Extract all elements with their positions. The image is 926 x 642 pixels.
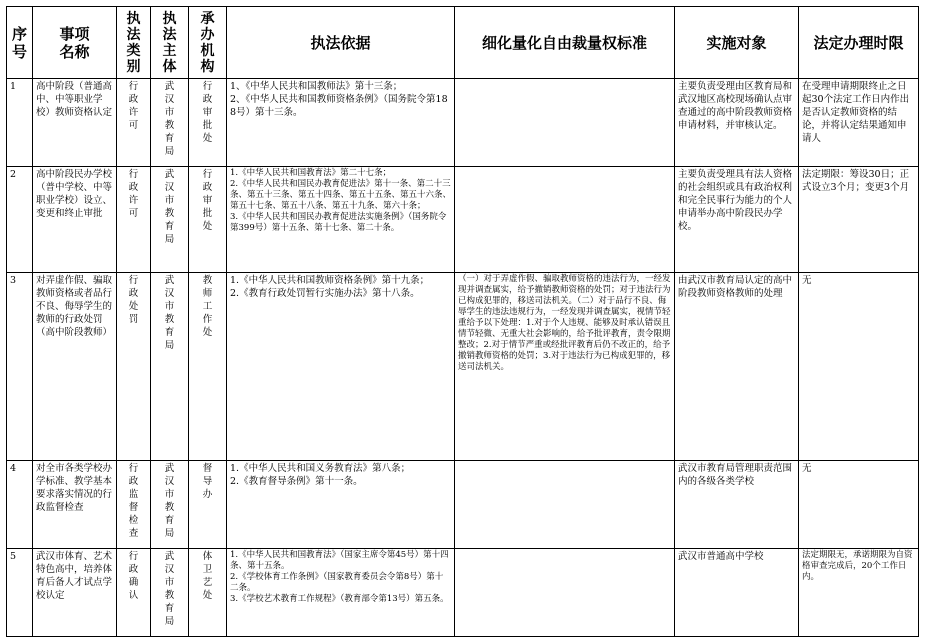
cell-target: 武汉市普通高中学校 — [675, 549, 799, 637]
cell-target: 主要负责受理具有法人资格的社会组织或具有政治权利和完全民事行为能力的个人申请举办高中阶段民办学校。 — [675, 167, 799, 273]
cell-category: 行政处罚 — [117, 273, 151, 461]
table-row — [7, 549, 919, 637]
cell-discretion — [455, 549, 675, 637]
cell-subject: 武汉市教育局 — [151, 167, 189, 273]
table-row — [7, 273, 919, 461]
header-seq: 序号 — [7, 7, 33, 79]
cell-basis: 1.《中华人民共和国教育法》（国家主席令第45号）第十四条、第十五条。 2.《学校体育工作条例》（国家教育委员会令第8号）第十二条。 3.《学校艺术教育工作规程》（教育部令第13号）第五条。 — [227, 549, 455, 637]
cell-deadline: 法定期限：筹设30日；正式设立3个月；变更3个月 — [799, 167, 919, 273]
cell-seq: 2 — [7, 167, 33, 273]
cell-seq: 4 — [7, 461, 33, 549]
cell-item: 对全市各类学校办学标准、教学基本要求落实情况的行政监督检查 — [33, 461, 117, 549]
cell-discretion: （一）对于弄虚作假、骗取教师资格的违法行为，一经发现并调查属实，给予撤销教师资格的处罚；对于违法行为已构成犯罪的，移送司法机关。（二）对于品行不良、侮辱学生的违法违规行为，一经发现并调查属实，视情节轻重给予以下处理：1.对于个人违规、能够及时承认错误且情节轻微、无重大社会影响的，给予批评教育，责令限期整改；2.对于情节严重或经批评教育后仍不改正的，给予撤销教师资格的处罚；3.对于违法行为已构成犯罪的，移送司法机关。 — [455, 273, 675, 461]
cell-seq: 1 — [7, 79, 33, 167]
header-item: 事项名称 — [33, 7, 117, 79]
header-deadline: 法定办理时限 — [799, 7, 919, 79]
cell-dept: 督导办 — [189, 461, 227, 549]
cell-basis: 1.《中华人民共和国教育法》第二十七条； 2.《中华人民共和国民办教育促进法》第十一条、第二十三条、第五十三条、第五十四条、第五十五条、第五十六条、第五十七条、第五十八条、第五十九条、第六十条； 3.《中华人民共和国民办教育促进法实施条例》（国务院令第399号）第十五条、第十七条、第二十条。 — [227, 167, 455, 273]
cell-item: 高中阶段（普通高中、中等职业学校）教师资格认定 — [33, 79, 117, 167]
header-discretion: 细化量化自由裁量权标准 — [455, 7, 675, 79]
enforcement-table — [6, 6, 919, 637]
cell-item: 高中阶段民办学校（普中学校、中等职业学校）设立、变更和终止审批 — [33, 167, 117, 273]
cell-basis: 1、《中华人民共和国教师法》第十三条； 2、《中华人民共和国教师资格条例》（国务院令第188号）第十三条。 — [227, 79, 455, 167]
cell-seq: 5 — [7, 549, 33, 637]
cell-category: 行政许可 — [117, 79, 151, 167]
cell-dept: 行政审批处 — [189, 79, 227, 167]
cell-item: 对弄虚作假、骗取教师资格或者品行不良、侮辱学生的教师的行政处罚（高中阶段教师） — [33, 273, 117, 461]
cell-discretion — [455, 167, 675, 273]
cell-deadline: 无 — [799, 461, 919, 549]
table-row — [7, 461, 919, 549]
table-row — [7, 167, 919, 273]
cell-discretion — [455, 79, 675, 167]
header-basis: 执法依据 — [227, 7, 455, 79]
cell-basis: 1.《中华人民共和国教师资格条例》第十九条； 2.《教育行政处罚暂行实施办法》第十八条。 — [227, 273, 455, 461]
cell-target: 主要负责受理由区教育局和武汉地区高校现场确认点审查通过的高中阶段教师资格申请材料，并审核认定。 — [675, 79, 799, 167]
cell-dept: 行政审批处 — [189, 167, 227, 273]
cell-subject: 武汉市教育局 — [151, 273, 189, 461]
cell-target: 由武汉市教育局认定的高中阶段教师资格教师的处理 — [675, 273, 799, 461]
cell-deadline: 法定期限无，承诺期限为自资格审查完成后，20个工作日内。 — [799, 549, 919, 637]
cell-target: 武汉市教育局管理职责范围内的各级各类学校 — [675, 461, 799, 549]
cell-subject: 武汉市教育局 — [151, 461, 189, 549]
cell-category: 行政确认 — [117, 549, 151, 637]
header-dept: 承办机构 — [189, 7, 227, 79]
cell-category: 行政许可 — [117, 167, 151, 273]
header-row — [7, 7, 919, 79]
cell-dept: 教师工作处 — [189, 273, 227, 461]
cell-seq: 3 — [7, 273, 33, 461]
cell-basis: 1.《中华人民共和国义务教育法》第八条； 2.《教育督导条例》第十一条。 — [227, 461, 455, 549]
cell-item: 武汉市体育、艺术特色高中，培养体育后备人才试点学校认定 — [33, 549, 117, 637]
cell-subject: 武汉市教育局 — [151, 549, 189, 637]
cell-subject: 武汉市教育局 — [151, 79, 189, 167]
cell-deadline: 在受理申请期限终止之日起30个法定工作日内作出是否认定教师资格的结论，并将认定结果通知申请人 — [799, 79, 919, 167]
cell-dept: 体卫艺处 — [189, 549, 227, 637]
header-target: 实施对象 — [675, 7, 799, 79]
cell-deadline: 无 — [799, 273, 919, 461]
header-category: 执法类别 — [117, 7, 151, 79]
header-subject: 执法主体 — [151, 7, 189, 79]
cell-category: 行政监督检查 — [117, 461, 151, 549]
table-row — [7, 79, 919, 167]
cell-discretion — [455, 461, 675, 549]
